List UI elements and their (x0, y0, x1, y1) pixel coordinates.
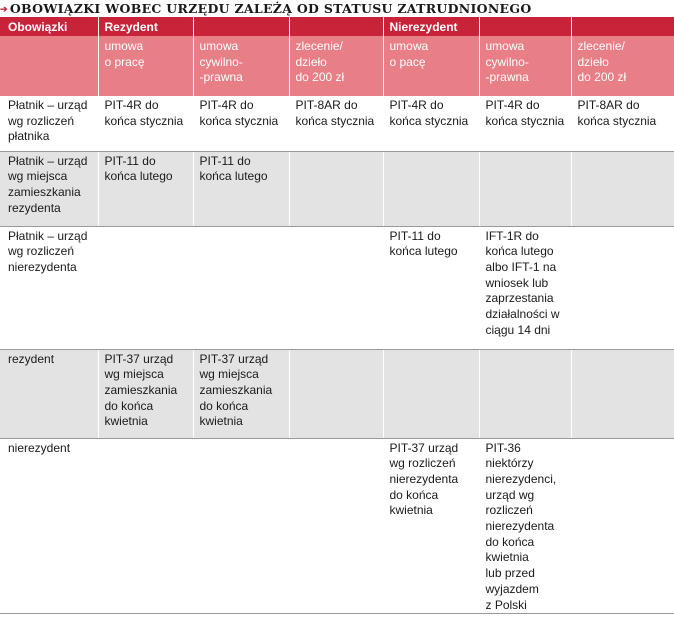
table-cell (289, 438, 383, 614)
table-cell (571, 438, 674, 614)
obligations-table (0, 17, 674, 614)
table-cell (98, 226, 193, 349)
header-cell: Obowiązki (0, 17, 98, 36)
table-cell (479, 151, 571, 226)
table-row (0, 438, 674, 614)
table-cell: PIT-4R do końca stycznia (383, 96, 479, 151)
table-cell (193, 438, 289, 614)
table-cell: PIT-4R do końca stycznia (479, 96, 571, 151)
header-row-status (0, 17, 674, 36)
table-row (0, 226, 674, 349)
subheader-cell: umowa cywilno- -prawna (479, 36, 571, 96)
table-row (0, 349, 674, 438)
header-cell (289, 17, 383, 36)
subheader-cell (0, 36, 98, 96)
table-title-text: OBOWIĄZKI WOBEC URZĘDU ZALEŻĄ OD STATUSU ZATRUDNIONEGO (9, 1, 532, 16)
table-cell: PIT-36 niektórzy nierezydenci, urząd wg rozliczeń nierezydenta do końca kwietnia lub przed wyjazdem z Polski (479, 438, 571, 614)
table-cell (571, 226, 674, 349)
row-label-cell: Płatnik – urząd wg miejsca zamieszkania rezydenta (0, 151, 98, 226)
table-cell: PIT-11 do końca lutego (383, 226, 479, 349)
table-cell: PIT-8AR do końca stycznia (571, 96, 674, 151)
subheader-cell: umowa o pacę (383, 36, 479, 96)
table-cell (479, 349, 571, 438)
table-cell (193, 226, 289, 349)
table-row (0, 151, 674, 226)
header-row-contract-type (0, 36, 674, 96)
row-label-cell: Płatnik – urząd wg rozliczeń nierezydenta (0, 226, 98, 349)
table-cell: PIT-4R do końca stycznia (193, 96, 289, 151)
row-label-cell: Płatnik – urząd wg rozliczeń płatnika (0, 96, 98, 151)
table-cell (383, 349, 479, 438)
table-cell: PIT-37 urząd wg rozliczeń nierezydenta do końca kwietnia (383, 438, 479, 614)
table-row (0, 96, 674, 151)
subheader-cell: umowa o pracę (98, 36, 193, 96)
table-cell (571, 151, 674, 226)
table-cell (98, 438, 193, 614)
header-cell (479, 17, 571, 36)
table-cell: PIT-11 do końca lutego (98, 151, 193, 226)
header-cell: Rezydent (98, 17, 193, 36)
table-cell: PIT-37 urząd wg miejsca zamieszkania do końca kwietnia (98, 349, 193, 438)
table-title (0, 0, 674, 17)
table-cell: PIT-37 urząd wg miejsca zamieszkania do końca kwietnia (193, 349, 289, 438)
subheader-cell: zlecenie/ dzieło do 200 zł (571, 36, 674, 96)
header-cell (193, 17, 289, 36)
table-cell (383, 151, 479, 226)
table-cell (289, 151, 383, 226)
header-cell: Nierezydent (383, 17, 479, 36)
header-cell (571, 17, 674, 36)
table-cell: PIT-11 do końca lutego (193, 151, 289, 226)
table-cell: IFT-1R do końca lutego albo IFT-1 na wniosek lub zaprzestania działalności w ciągu 14 dni (479, 226, 571, 349)
table-cell (571, 349, 674, 438)
row-label-cell: nierezydent (0, 438, 98, 614)
table-cell: PIT-8AR do końca stycznia (289, 96, 383, 151)
table-cell (289, 226, 383, 349)
row-label-cell: rezydent (0, 349, 98, 438)
subheader-cell: umowa cywilno- -prawna (193, 36, 289, 96)
table-cell: PIT-4R do końca stycznia (98, 96, 193, 151)
subheader-cell: zlecenie/ dzieło do 200 zł (289, 36, 383, 96)
arrow-icon: ➔ (0, 5, 8, 15)
table-cell (289, 349, 383, 438)
